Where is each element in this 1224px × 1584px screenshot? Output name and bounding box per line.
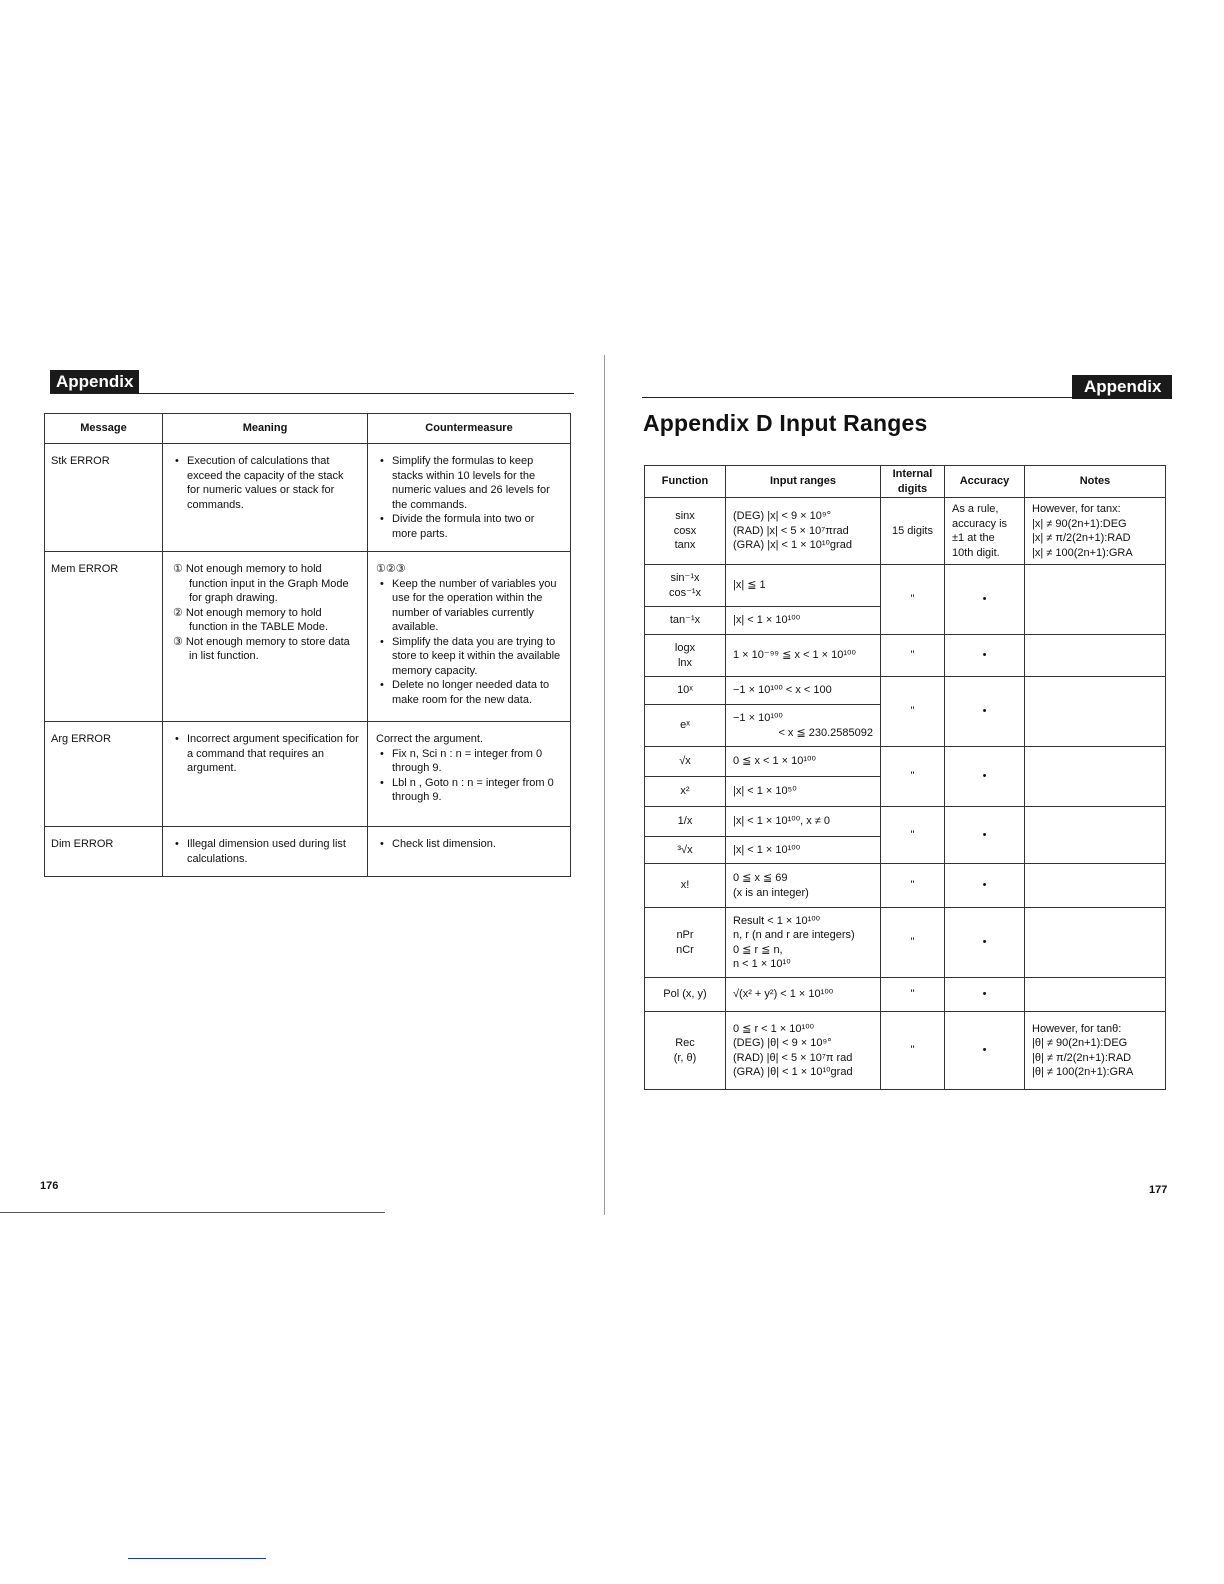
link-underline	[128, 1558, 266, 1559]
table-row	[645, 565, 1166, 607]
range-line: Result < 1 × 10¹⁰⁰	[733, 914, 821, 927]
function-ncr: nCr	[676, 943, 694, 956]
digits-ditto: "	[881, 565, 945, 635]
digits-ditto: "	[881, 677, 945, 747]
header-meaning: Meaning	[163, 414, 368, 444]
appendix-tab-left: Appendix	[50, 370, 139, 394]
notes-line: |x| ≠ π/2(2n+1):RAD	[1032, 532, 1131, 544]
function-cell	[645, 1012, 726, 1090]
error-message-table	[44, 413, 571, 877]
digits-ditto: "	[881, 978, 945, 1012]
digits-ditto: "	[881, 635, 945, 677]
range-cell: |x| < 1 × 10¹⁰⁰, x ≠ 0	[726, 807, 881, 837]
table-row	[645, 864, 1166, 908]
function-ln: lnx	[677, 656, 693, 669]
range-line: 0 ≦ x ≦ 69	[733, 872, 788, 884]
countermeasure-item: • Fix n, Sci n : n = integer from 0 through 9.	[376, 747, 562, 776]
function-tan: tanx	[674, 539, 696, 552]
notes-line: |x| ≠ 100(2n+1):GRA	[1032, 546, 1133, 559]
meaning-item: ① Not enough memory to hold function input in the Graph Mode for graph drawing.	[173, 563, 349, 604]
page-number-right: 177	[1149, 1184, 1168, 1196]
table-row	[645, 498, 1166, 565]
table-row	[45, 444, 571, 552]
meaning-cell	[163, 444, 368, 552]
notes-line: However, for tanx:	[1032, 503, 1121, 515]
notes-cell	[1025, 1012, 1166, 1090]
range-cell	[726, 908, 881, 978]
notes-line: |θ| ≠ π/2(2n+1):RAD	[1032, 1051, 1132, 1064]
countermeasure-item: • Divide the formula into two or more parts.	[376, 512, 562, 541]
header-notes: Notes	[1025, 466, 1166, 498]
notes-cell	[1025, 635, 1166, 677]
message-dim-error: Dim ERROR	[45, 827, 163, 877]
range-cell: |x| < 1 × 10¹⁰⁰	[726, 837, 881, 864]
appendix-tab-right: Appendix	[1072, 375, 1172, 399]
function-asin: sin⁻¹x	[670, 572, 700, 584]
notes-line: |x| ≠ 90(2n+1):DEG	[1032, 517, 1127, 530]
countermeasure-cell	[368, 827, 571, 877]
range-line: n, r (n and r are integers)	[733, 929, 855, 941]
table-row	[45, 552, 571, 722]
header-internal-digits: Internal digits	[881, 466, 945, 498]
function-cos: cosx	[673, 524, 697, 537]
accuracy-dot: •	[945, 635, 1025, 677]
accuracy-dot: •	[945, 747, 1025, 807]
notes-cell	[1025, 807, 1166, 864]
function-sin: sinx	[675, 510, 695, 523]
accuracy-dot: •	[945, 908, 1025, 978]
table-row	[45, 722, 571, 827]
function-pow10: 10ˣ	[645, 677, 726, 705]
notes-cell	[1025, 978, 1166, 1012]
meaning-item: • Illegal dimension used during list calculations.	[171, 837, 359, 866]
table-row	[645, 635, 1166, 677]
accuracy-dot: •	[945, 1012, 1025, 1090]
meaning-cell	[163, 827, 368, 877]
header-function: Function	[645, 466, 726, 498]
meaning-cell	[163, 552, 368, 722]
digits-ditto: "	[881, 807, 945, 864]
function-rec-args: (r, θ)	[673, 1051, 697, 1064]
header-rule-right	[642, 397, 1072, 398]
range-line: n < 1 × 10¹⁰	[733, 958, 791, 970]
page-number-left: 176	[40, 1180, 59, 1192]
range-line: (DEG) |θ| < 9 × 10⁹°	[733, 1037, 832, 1049]
function-atan: tan⁻¹x	[645, 607, 726, 635]
page-divider	[604, 355, 605, 1215]
digits-ditto: "	[881, 908, 945, 978]
notes-cell	[1025, 747, 1166, 807]
table-row	[645, 747, 1166, 777]
range-cell	[726, 864, 881, 908]
range-cell: 0 ≦ x < 1 × 10¹⁰⁰	[726, 747, 881, 777]
range-line: (GRA) |x| < 1 × 10¹⁰grad	[733, 539, 852, 552]
range-cell: |x| < 1 × 10⁵⁰	[726, 777, 881, 807]
range-line: (RAD) |x| < 5 × 10⁷πrad	[733, 524, 849, 537]
countermeasure-item: • Check list dimension.	[376, 837, 562, 852]
countermeasure-item: ①②③	[376, 563, 406, 575]
notes-cell	[1025, 565, 1166, 635]
input-ranges-table	[644, 465, 1166, 1090]
message-mem-error: Mem ERROR	[45, 552, 163, 722]
notes-cell	[1025, 864, 1166, 908]
countermeasure-item: • Simplify the data you are trying to store to keep it within the available memory capacity.	[376, 635, 562, 679]
notes-cell	[1025, 908, 1166, 978]
notes-line: |θ| ≠ 100(2n+1):GRA	[1032, 1066, 1134, 1078]
function-square: x²	[645, 777, 726, 807]
function-npr: nPr	[676, 929, 694, 941]
function-cell	[645, 635, 726, 677]
accuracy-line: accuracy is	[952, 517, 1008, 530]
countermeasure-cell	[368, 552, 571, 722]
function-cell	[645, 908, 726, 978]
digits-cell: 15 digits	[881, 498, 945, 565]
accuracy-dot: •	[945, 978, 1025, 1012]
function-recip: 1/x	[645, 807, 726, 837]
countermeasure-item: Correct the argument.	[376, 733, 483, 745]
meaning-item: • Execution of calculations that exceed the capacity of the stack for numeric values or stack for commands.	[171, 454, 359, 512]
accuracy-line: 10th digit.	[952, 546, 1000, 559]
right-page	[612, 0, 1224, 1584]
table-row	[45, 827, 571, 877]
countermeasure-item: • Keep the number of variables you use for the operation within the number of variables currently available.	[376, 577, 562, 635]
header-message: Message	[45, 414, 163, 444]
function-rec: Rec	[675, 1037, 695, 1049]
function-cell	[645, 565, 726, 607]
countermeasure-item: • Lbl n , Goto n : n = integer from 0 through 9.	[376, 776, 562, 805]
header-countermeasure: Countermeasure	[368, 414, 571, 444]
range-cell: −1 × 10¹⁰⁰ < x < 100	[726, 677, 881, 705]
message-arg-error: Arg ERROR	[45, 722, 163, 827]
digits-ditto: "	[881, 1012, 945, 1090]
digits-ditto: "	[881, 864, 945, 908]
function-cell	[645, 498, 726, 565]
range-line: (RAD) |θ| < 5 × 10⁷π rad	[733, 1051, 853, 1064]
meaning-item: ③ Not enough memory to store data in list function.	[173, 635, 350, 662]
countermeasure-item: • Simplify the formulas to keep stacks within 10 levels for the numeric values and 26 levels for the commands.	[376, 454, 562, 512]
range-cell	[726, 705, 881, 747]
function-pol: Pol (x, y)	[645, 978, 726, 1012]
table-row	[645, 978, 1166, 1012]
page-bottom-rule	[0, 1212, 385, 1213]
function-log: logx	[674, 642, 696, 654]
range-line: −1 × 10¹⁰⁰	[733, 712, 783, 724]
table-row	[645, 677, 1166, 705]
accuracy-dot: •	[945, 807, 1025, 864]
notes-cell	[1025, 498, 1166, 565]
range-line: (GRA) |θ| < 1 × 10¹⁰grad	[733, 1066, 853, 1078]
accuracy-dot: •	[945, 864, 1025, 908]
countermeasure-cell	[368, 722, 571, 827]
table-row	[645, 807, 1166, 837]
range-cell: 1 × 10⁻⁹⁹ ≦ x < 1 × 10¹⁰⁰	[726, 635, 881, 677]
notes-line: |θ| ≠ 90(2n+1):DEG	[1032, 1037, 1128, 1049]
message-stk-error: Stk ERROR	[45, 444, 163, 552]
section-title: Appendix D Input Ranges	[643, 410, 928, 436]
header-rule-left	[50, 393, 574, 394]
function-acos: cos⁻¹x	[668, 586, 702, 599]
header-input-ranges: Input ranges	[726, 466, 881, 498]
accuracy-line: As a rule,	[952, 503, 999, 515]
meaning-item: • Incorrect argument specification for a command that requires an argument.	[171, 732, 359, 776]
range-cell	[726, 498, 881, 565]
countermeasure-cell	[368, 444, 571, 552]
meaning-cell	[163, 722, 368, 827]
range-line: 0 ≦ r < 1 × 10¹⁰⁰	[733, 1022, 815, 1035]
function-cbrt: ³√x	[645, 837, 726, 864]
range-line: < x ≦ 230.2585092	[778, 726, 873, 739]
table-row	[645, 908, 1166, 978]
accuracy-line: ±1 at the	[952, 532, 995, 544]
range-cell: √(x² + y²) < 1 × 10¹⁰⁰	[726, 978, 881, 1012]
range-cell: |x| < 1 × 10¹⁰⁰	[726, 607, 881, 635]
function-sqrt: √x	[645, 747, 726, 777]
notes-cell	[1025, 677, 1166, 747]
function-factorial: x!	[645, 864, 726, 908]
range-line: (DEG) |x| < 9 × 10⁹°	[733, 510, 831, 523]
function-exp: eˣ	[645, 705, 726, 747]
range-cell: |x| ≦ 1	[726, 565, 881, 607]
notes-line: However, for tanθ:	[1032, 1022, 1122, 1035]
table-row	[645, 1012, 1166, 1090]
countermeasure-item: • Delete no longer needed data to make room for the new data.	[376, 678, 562, 707]
range-line: (x is an integer)	[733, 886, 809, 899]
range-line: 0 ≦ r ≦ n,	[733, 943, 783, 956]
header-accuracy: Accuracy	[945, 466, 1025, 498]
accuracy-dot: •	[945, 565, 1025, 635]
range-cell	[726, 1012, 881, 1090]
accuracy-cell	[945, 498, 1025, 565]
accuracy-dot: •	[945, 677, 1025, 747]
meaning-item: ② Not enough memory to hold function in the TABLE Mode.	[173, 606, 329, 633]
digits-ditto: "	[881, 747, 945, 807]
